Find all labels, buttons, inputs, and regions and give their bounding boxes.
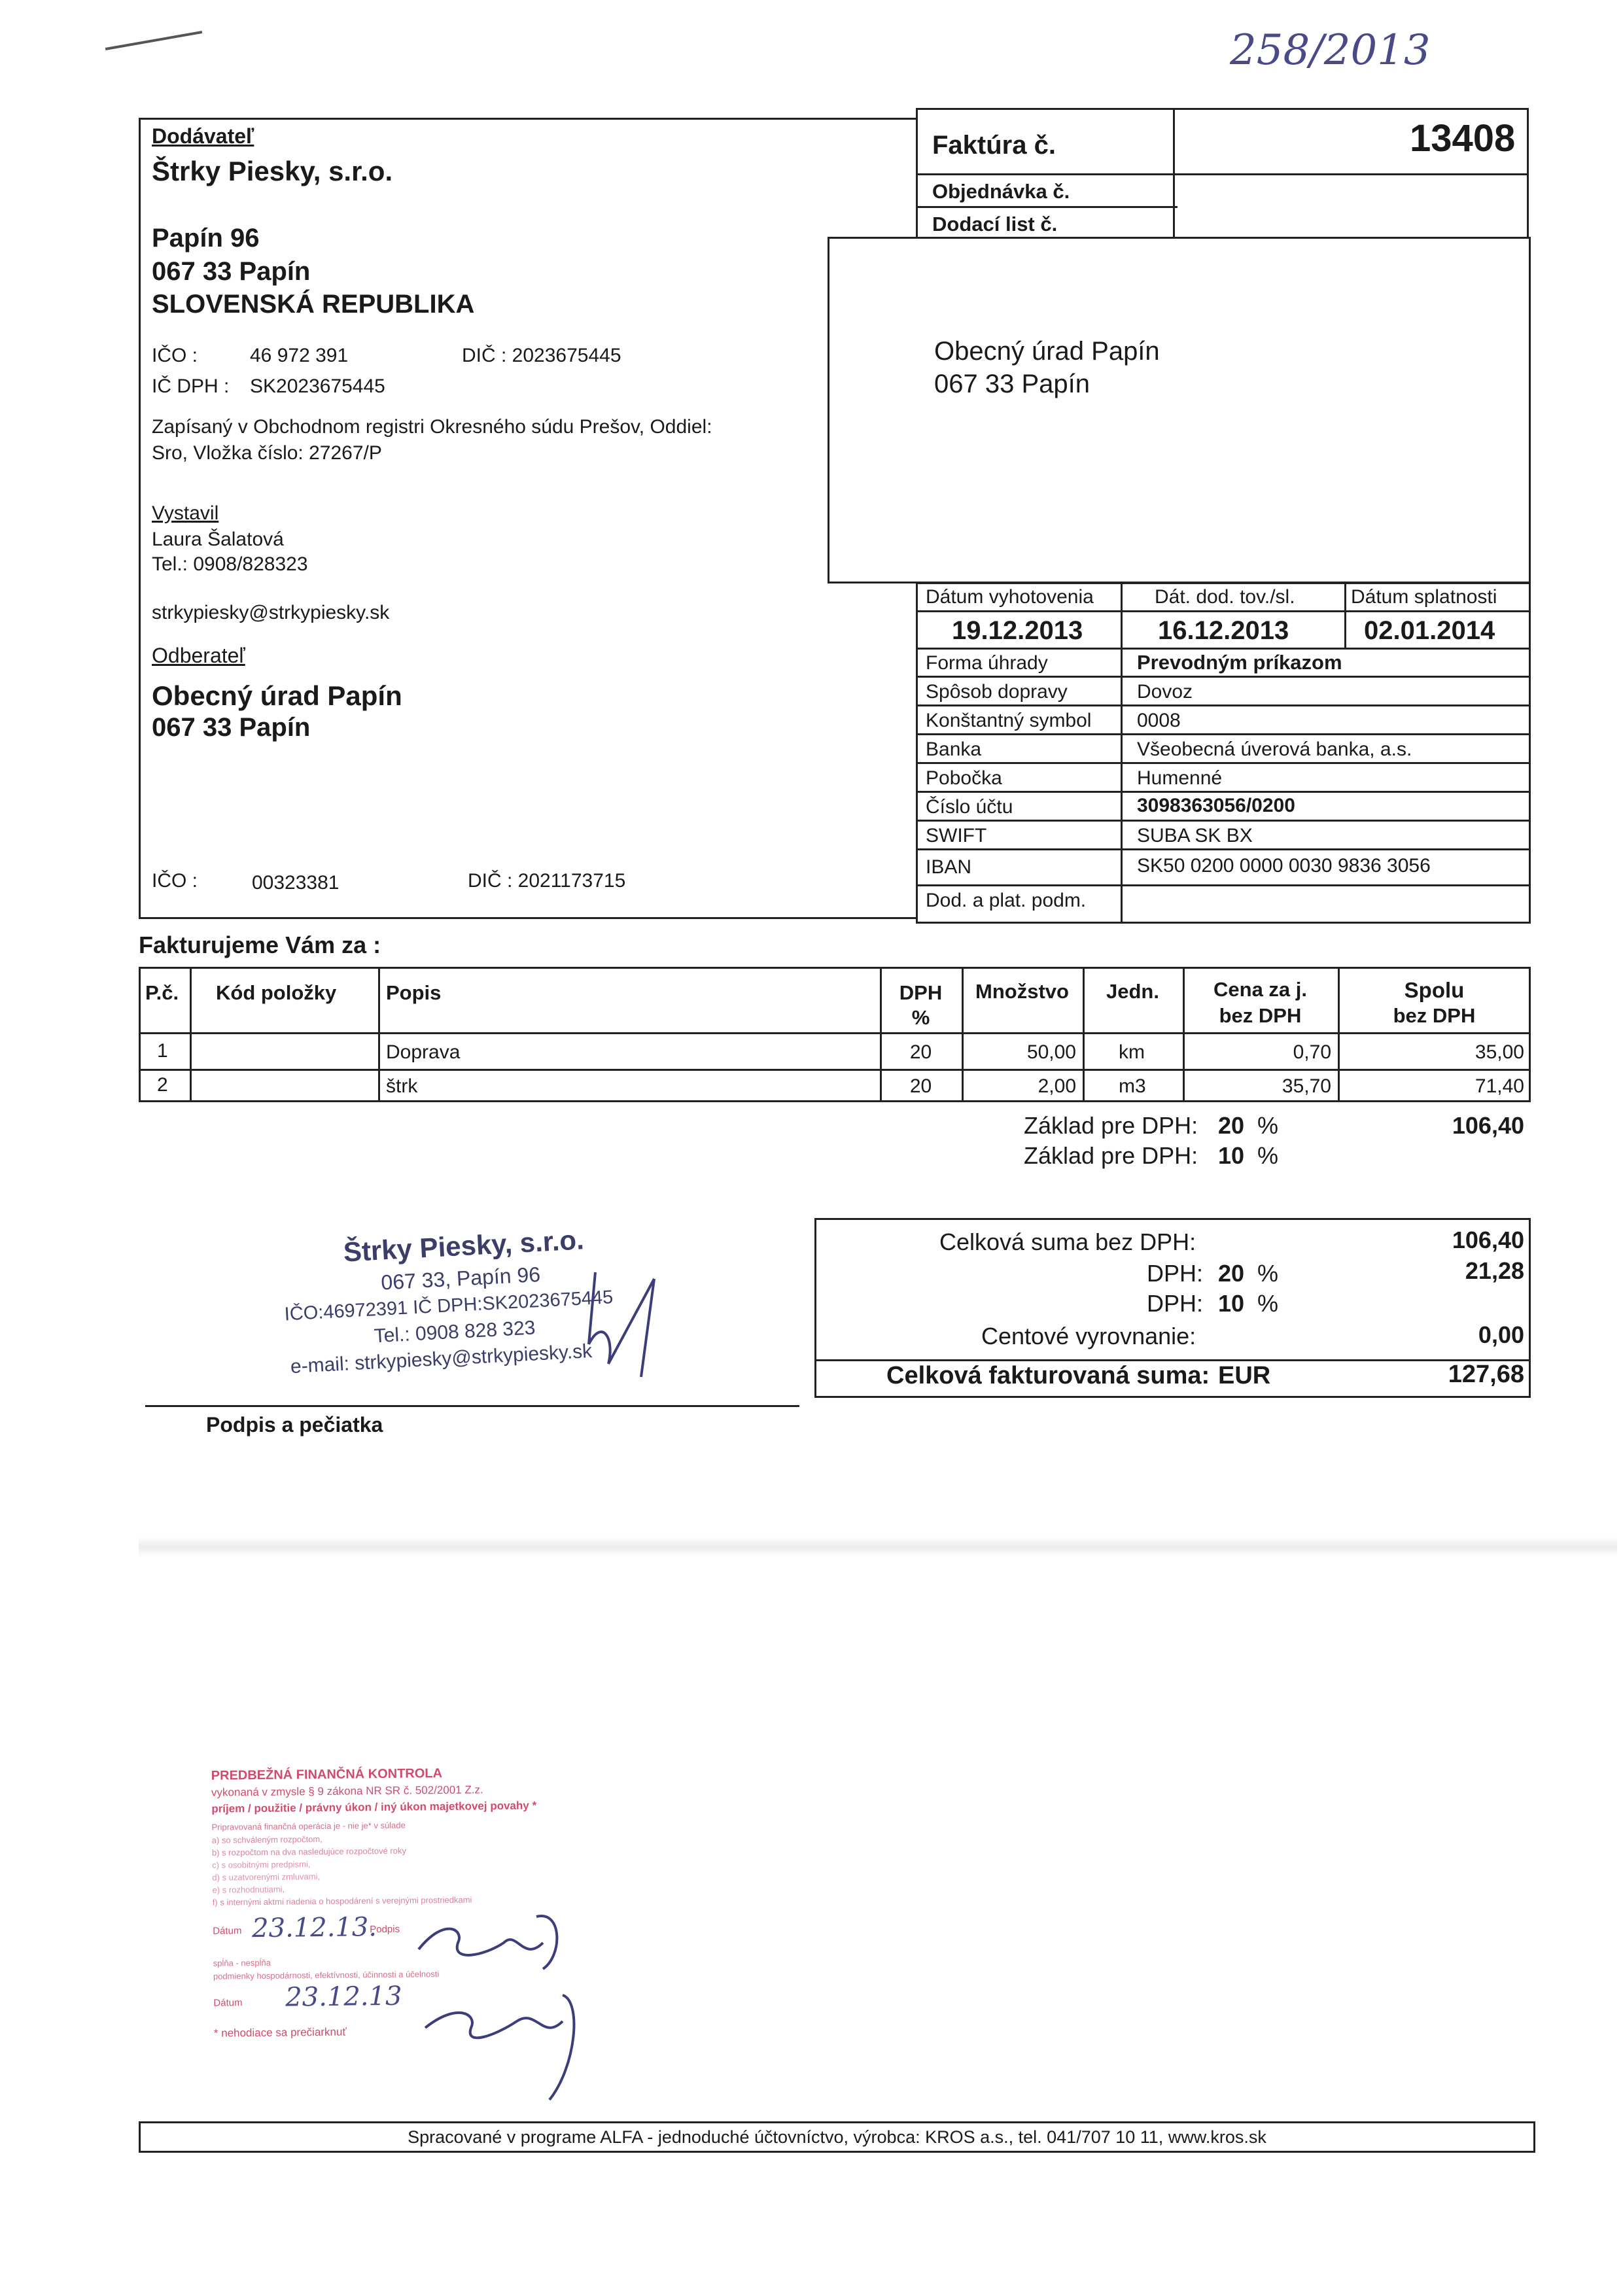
col-desc: Popis — [386, 981, 442, 1004]
top-border — [139, 118, 917, 120]
iban-label: IBAN — [926, 856, 972, 878]
issued-by-phone: Tel.: 0908/828323 — [152, 553, 308, 575]
stamp-line5: e-mail: strkypiesky@strkypiesky.sk — [290, 1340, 593, 1378]
supplier-ico: 46 972 391 — [250, 345, 349, 366]
currency: EUR — [1218, 1362, 1271, 1389]
stamp-line3: IČO:46972391 IČ DPH:SK2023675445 — [283, 1287, 614, 1325]
control-line2: príjem / použitie / právny úkon / iný úkon majetkovej povahy * — [211, 1799, 537, 1815]
items-header-line — [139, 1032, 1531, 1034]
item1-price: 0,70 — [1293, 1041, 1331, 1063]
item2-price: 35,70 — [1282, 1075, 1331, 1097]
col-dph: DPH — [899, 981, 943, 1004]
issue-date: 19.12.2013 — [952, 616, 1083, 645]
control-signatures — [406, 1904, 667, 2113]
rounding-label: Centové vyrovnanie: — [981, 1323, 1196, 1349]
supplier-signature — [576, 1266, 667, 1390]
vat-base-label-2: Základ pre DPH: — [1024, 1142, 1198, 1169]
vat-base-value-1: 106,40 — [1452, 1112, 1524, 1139]
left-border — [139, 118, 141, 919]
customer-label: Odberateľ — [152, 644, 245, 667]
control-line10: spĺňa - nespĺňa — [213, 1957, 271, 1968]
control-title: PREDBEŽNÁ FINANČNÁ KONTROLA — [211, 1766, 443, 1783]
footer-text: Spracované v programe ALFA - jednoduché účtovníctvo, výrobca: KROS a.s., tel. 041/707 10 11, www.kros.sk — [408, 2127, 1266, 2147]
col-qty: Množstvo — [975, 980, 1069, 1003]
items-col — [190, 967, 192, 1102]
due-date-label: Dátum splatnosti — [1351, 586, 1497, 608]
account-label: Číslo účtu — [926, 796, 1013, 818]
total-wo-vat: 106,40 — [1452, 1226, 1524, 1253]
pay-line — [916, 733, 1531, 735]
item1-unit: km — [1119, 1041, 1145, 1063]
customer-ico: 00323381 — [252, 872, 340, 894]
customer-dic: DIČ : 2021173715 — [468, 870, 626, 892]
vat-base-rate-2: 10 — [1218, 1142, 1245, 1169]
branch-label: Pobočka — [926, 767, 1002, 789]
dates-col1 — [1121, 582, 1123, 924]
signature-label: Podpis a pečiatka — [206, 1413, 383, 1436]
terms-label: Dod. a plat. podm. — [926, 890, 1087, 911]
constant-symbol-label: Konštantný symbol — [926, 710, 1092, 731]
total-wo-vat-label: Celková suma bez DPH: — [939, 1228, 1196, 1255]
supplier-street: Papín 96 — [152, 224, 260, 252]
registry-line1: Zapísaný v Obchodnom registri Okresného súdu Prešov, Oddiel: — [152, 416, 712, 438]
control-line3: Pripravovaná finančná operácia je - nie je* v súlade — [211, 1820, 406, 1832]
item1-dph: 20 — [909, 1041, 932, 1063]
address-line2: 067 33 Papín — [934, 370, 1090, 398]
due-date: 02.01.2014 — [1364, 616, 1495, 645]
vat-base-rate-1: 20 — [1218, 1112, 1245, 1139]
swift-value: SUBA SK BX — [1137, 825, 1253, 846]
item1-qty: 50,00 — [1026, 1041, 1076, 1063]
invoice-label: Faktúra č. — [932, 131, 1056, 160]
control-sign-label: Podpis — [370, 1923, 400, 1936]
transport-value: Dovoz — [1137, 681, 1193, 703]
transport-label: Spôsob dopravy — [926, 681, 1068, 703]
supplier-icdph-label: IČ DPH : — [152, 375, 230, 397]
handwritten-number: 258/2013 — [1230, 26, 1431, 75]
vat-value-1: 21,28 — [1465, 1257, 1524, 1284]
address-line1: Obecný úrad Papín — [934, 337, 1160, 366]
swift-label: SWIFT — [926, 825, 987, 846]
control-line8: e) s rozhodnutiami, — [212, 1884, 285, 1895]
item2-qty: 2,00 — [1038, 1075, 1076, 1097]
grand-total-label: Celková fakturovaná suma: — [886, 1362, 1210, 1389]
col-pc: P.č. — [145, 981, 179, 1004]
dates-line1 — [916, 610, 1531, 612]
control-date1-label: Dátum — [213, 1925, 242, 1937]
pay-line — [916, 762, 1531, 764]
item1-total: 35,00 — [1475, 1041, 1524, 1063]
vat-rate-1: 20 — [1218, 1260, 1245, 1287]
payment-form-value: Prevodným príkazom — [1137, 651, 1342, 674]
col-total: Spolu — [1404, 978, 1465, 1002]
supplier-icdph: SK2023675445 — [250, 375, 385, 397]
item1-pc: 1 — [157, 1040, 168, 1062]
bank-label: Banka — [926, 739, 982, 760]
vat-rate-2: 10 — [1218, 1290, 1245, 1317]
issue-date-label: Dátum vyhotovenia — [926, 586, 1094, 608]
vat-label-1: DPH: — [1147, 1260, 1204, 1287]
vat-base-pct-2: % — [1257, 1142, 1279, 1169]
pay-line — [916, 791, 1531, 793]
item2-pc: 2 — [157, 1074, 168, 1096]
control-line11: podmienky hospodárnosti, efektívnosti, účinnosti a účelnosti — [213, 1969, 440, 1981]
item2-desc: štrk — [386, 1075, 418, 1097]
payment-form-label: Forma úhrady — [926, 652, 1048, 674]
col-unit: Jedn. — [1106, 980, 1159, 1003]
col-code: Kód položky — [216, 981, 337, 1004]
control-line5: b) s rozpočtom na dva nasledujúce rozpočtové roky — [211, 1845, 407, 1858]
rounding-value: 0,00 — [1478, 1321, 1524, 1348]
control-line9: f) s internými aktmi riadenia o hospodárení s verejnými prostriedkami — [212, 1894, 472, 1907]
control-line7: d) s uzatvorenými zmluvami, — [212, 1871, 321, 1883]
stamp-line2: 067 33, Papín 96 — [380, 1262, 541, 1295]
control-line6: c) s osobitnými predpismi, — [212, 1859, 311, 1870]
control-date2-label: Dátum — [213, 1997, 243, 2009]
delivery-date-label: Dát. dod. tov./sl. — [1155, 586, 1295, 608]
pay-line — [916, 676, 1531, 678]
constant-symbol-value: 0008 — [1137, 710, 1181, 731]
grand-total: 127,68 — [1448, 1361, 1524, 1388]
supplier-dic: DIČ : 2023675445 — [462, 345, 621, 366]
control-line1: vykonaná v zmysle § 9 zákona NR SR č. 502/2001 Z.z. — [211, 1783, 483, 1799]
control-date1: 23.12.13. — [251, 1912, 377, 1944]
vat-label-2: DPH: — [1147, 1290, 1204, 1317]
control-note: * nehodiace sa prečiarknuť — [213, 2025, 347, 2040]
control-date2: 23.12.13 — [285, 1981, 402, 2013]
vat-base-pct-1: % — [1257, 1112, 1279, 1139]
supplier-country: SLOVENSKÁ REPUBLIKA — [152, 290, 475, 319]
delivery-date: 16.12.2013 — [1158, 616, 1289, 645]
invoice-number: 13408 — [1410, 117, 1516, 160]
item2-total: 71,40 — [1475, 1075, 1524, 1097]
iban-value: SK50 0200 0000 0030 9836 3056 — [1137, 855, 1431, 877]
customer-ico-label: IČO : — [152, 870, 198, 892]
pay-line — [916, 704, 1531, 706]
account-value: 3098363056/0200 — [1137, 795, 1295, 816]
dates-line2 — [916, 648, 1531, 650]
signature-line — [145, 1405, 799, 1407]
supplier-ico-label: IČO : — [152, 345, 198, 366]
col-total-sub: bez DPH — [1393, 1004, 1476, 1027]
supplier-name: Štrky Piesky, s.r.o. — [152, 156, 393, 186]
stamp-line1: Štrky Piesky, s.r.o. — [342, 1224, 585, 1268]
control-line4: a) so schváleným rozpočtom, — [211, 1834, 323, 1845]
items-col — [378, 967, 380, 1102]
item2-dph: 20 — [909, 1075, 932, 1097]
items-row-line — [139, 1069, 1531, 1071]
scan-artifact — [139, 1537, 1617, 1557]
issued-by-label: Vystavil — [152, 502, 219, 524]
items-heading: Fakturujeme Vám za : — [139, 931, 381, 958]
pay-line — [916, 884, 1531, 886]
delivery-note-label: Dodací list č. — [932, 213, 1058, 235]
col-dph-pct: % — [911, 1006, 930, 1029]
order-label: Objednávka č. — [932, 180, 1070, 203]
invoice-row-line1 — [916, 173, 1529, 175]
branch-value: Humenné — [1137, 767, 1223, 789]
invoice-row-line2 — [916, 206, 1178, 208]
col-price-sub: bez DPH — [1219, 1004, 1302, 1027]
bank-value: Všeobecná úverová banka, a.s. — [1137, 739, 1412, 760]
pay-line — [916, 820, 1531, 822]
pay-line — [916, 848, 1531, 850]
scan-mark — [105, 31, 202, 50]
supplier-label: Dodávateľ — [152, 124, 254, 148]
vat-base-label-1: Základ pre DPH: — [1024, 1112, 1198, 1139]
vat-pct-1: % — [1257, 1260, 1279, 1287]
item1-desc: Doprava — [386, 1041, 461, 1063]
customer-bottom-border — [139, 917, 917, 919]
registry-line2: Sro, Vložka číslo: 27267/P — [152, 442, 382, 464]
col-price: Cena za j. — [1213, 978, 1307, 1001]
address-box — [828, 237, 1531, 583]
item2-unit: m3 — [1119, 1075, 1146, 1097]
issued-by-email: strkypiesky@strkypiesky.sk — [152, 602, 390, 623]
customer-city: 067 33 Papín — [152, 713, 311, 742]
stamp-line4: Tel.: 0908 828 323 — [373, 1317, 536, 1348]
vat-pct-2: % — [1257, 1290, 1279, 1317]
supplier-city: 067 33 Papín — [152, 257, 311, 286]
issued-by-name: Laura Šalatová — [152, 529, 284, 550]
customer-name: Obecný úrad Papín — [152, 680, 402, 711]
dates-col2 — [1344, 582, 1346, 648]
